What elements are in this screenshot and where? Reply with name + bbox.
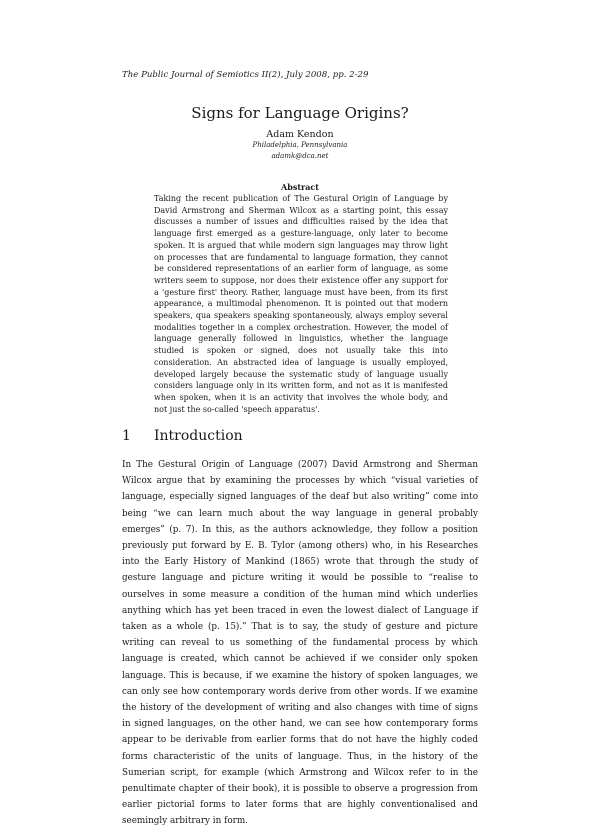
body-paragraph: In The Gestural Origin of Language (2007) David Armstrong and Sherman Wilcox argue that by examining the processes by which “visual varieties of language, especially signed languages of the deaf but also writing” come into being “we can learn much about the way language in general probably emerges” (p. 7). In this, as the authors acknowledge, they follow a position previously put forward by E. B. Tylor (among others) who, in his Researches into the Early History of Mankind (1865) wrote that through the study of gesture language and picture writing it would be possible to “realise to ourselves in some measure a condition of the human mind which underlies anything which has yet been traced in even the lowest dialect of Language if taken as a whole (p. 15).” That is to say, the study of gesture and picture writing can reveal to us something of the fundamental process by which language is created, which cannot be achieved if we consider only spoken language. This is because, if we examine the history of spoken languages, we can only see how contemporary words derive from other words. If we examine the history of the development of writing and also changes with time of signs in signed languages, on the other hand, we can see how contemporary forms appear to be derivable from earlier forms that do not have the highly coded forms characteristic of the units of language. Thus, in the history of the Sumerian script, for example (which Armstrong and Wilcox refer to in the penultimate chapter of their book), it is possible to observe a progression from earlier pictorial forms to later forms that are highly conventionalised and seemingly arbitrary in form. — [122, 460, 478, 827]
journal-citation: The Public Journal of Semiotics II(2), July 2008, pp. 2-29 — [122, 70, 369, 80]
abstract-heading: Abstract — [281, 182, 319, 192]
author-email[interactable]: adamk@dca.net — [271, 152, 329, 160]
paper-title: Signs for Language Origins? — [191, 104, 409, 122]
section-heading — [122, 428, 243, 444]
section-title: Introduction — [154, 428, 243, 444]
abstract-text: Taking the recent publication of The Gestural Origin of Language by David Armstrong and Sherman Wilcox as a starting point, this essay discusses a number of issues and difficulties raised by the idea that language first emerged as a gesture-language, only later to become spoken. It is argued that while modern sign languages may throw light on processes that are fundamental to language formation, they cannot be considered representations of an earlier form of language, as some writers seem to suppose, nor does their existence offer any support for a 'gesture first' theory. Rather, language must have been, from its first appearance, a multimodal phenomenon. It is pointed out that modern speakers, qua speakers speaking spontaneously, always employ several modalities together in a complex orchestration. However, the model of language generally followed in linguistics, whether the language studied is spoken or signed, does not usually take this into consideration. An abstracted idea of language is usually employed, developed largely because the systematic study of language usually considers language only in its written form, and not as it is manifested when spoken, when it is an activity that involves the whole body, and not just the so-called 'speech apparatus'. — [154, 194, 448, 414]
author-affiliation: Philadelphia, Pennsylvania — [252, 141, 348, 149]
section-number: 1 — [122, 428, 131, 444]
author-name: Adam Kendon — [266, 129, 334, 140]
